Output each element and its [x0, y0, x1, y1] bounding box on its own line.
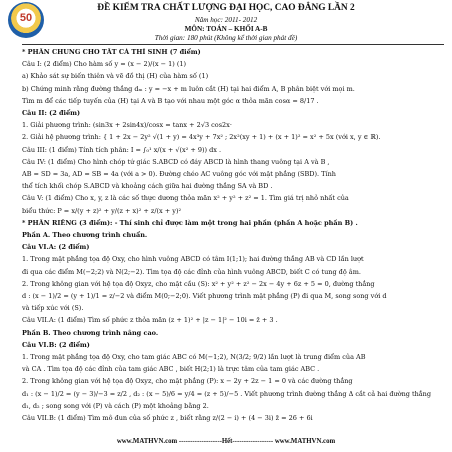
exam-line: d : (x − 1)/2 = (y + 1)/1 = z/−2 và điểm M(0;−2;0). Viết phương trình mặt phẳng (P) đi qua M, song song với d: [22, 292, 387, 300]
exam-line: 1. Trong mặt phẳng tọa độ Oxy, cho hình vuông ABCD có tâm I(1;1); hai đường thẳng AB và CD lần lượt: [22, 255, 364, 264]
exam-line: 2. Trong không gian với hệ tọa độ Oxyz, cho mặt phẳng (P): x − 2y + 2z − 1 = 0 và các đường thẳng: [22, 377, 353, 386]
header-divider: [22, 44, 444, 45]
exam-line: * PHẦN CHUNG CHO TẤT CẢ THÍ SINH (7 điểm): [22, 48, 201, 56]
exam-line: Câu I: (2 điểm) Cho hàm số y = (x − 2)/(x − 1) (1): [22, 60, 187, 69]
exam-line: và tiếp xúc với (S).: [22, 304, 84, 313]
school-year: Năm học: 2011- 2012: [194, 16, 258, 24]
exam-line: Câu VII.A: (1 điểm) Tìm số phức z thỏa mãn (z + 1)² + |z − 1|² − 10i = z̄ + 3 .: [22, 316, 278, 325]
exam-line: đi qua các điểm M(−2;2) và N(2;−2). Tìm tọa độ các đỉnh của hình vuông ABCD, biết C có tung độ âm.: [22, 267, 361, 276]
exam-line: d₁, d₂ ; song song với (P) và cách (P) một khoảng bằng 2.: [22, 401, 209, 410]
footer: www.MATHVN.com -------------------Hết------------------ www.MATHVN.com: [116, 438, 336, 445]
subject: MÔN: TOÁN – KHỐI A-B: [184, 25, 268, 33]
exam-line: 2. Trong không gian với hệ tọa độ Oxyz, cho mặt cầu (S): x² + y² + z² − 2x − 4y + 6z + 5 = 0, đường thẳng: [22, 279, 375, 288]
exam-line: 2. Giải hệ phương trình: { 1 + 2x − 2y² √(1 + y) = 4x³y + 7x² ; 2x²(xy + 1) + (x + 1)² = x² + 5x (với x, y ∈ ℝ).: [22, 133, 381, 142]
exam-line: thể tích khối chóp S.ABCD và khoảng cách giữa hai đường thẳng SA và BD .: [22, 182, 273, 191]
exam-title: ĐỀ KIỂM TRA CHẤT LƯỢNG ĐẠI HỌC, CAO ĐẲNG LẦN 2: [97, 3, 355, 13]
exam-line: Câu VII.B: (1 điểm) Tìm mô đun của số phức z , biết rằng z/(2 − i) + (4 − 3i) z̄ = 26 + 6i: [22, 414, 313, 422]
exam-line: biểu thức: P = x/(y + z)² + y/(z + x)² + z/(x + y)²: [22, 206, 182, 215]
exam-line: Phần A. Theo chương trình chuẩn.: [22, 231, 148, 239]
exam-line: AB = SD = 3a, AD = SB = 4a (với a > 0). Đường chéo AC vuông góc với mặt phẳng (SBD). Tính: [22, 170, 336, 178]
exam-line: 1. Giải phương trình: (sin3x + 2sin4x)/cosx = tanx + 2√3 cos2x·: [22, 121, 232, 130]
exam-line: 1. Trong mặt phẳng tọa độ Oxy, cho tam giác ABC có M(−1;2), N(3/2; 9/2) lần lượt là trung điểm của AB: [22, 353, 366, 361]
time-limit: Thời gian: 180 phút (Không kể thời gian phát đề): [154, 34, 298, 42]
exam-line: * PHẦN RIÊNG (3 điểm): - Thí sinh chỉ được làm một trong hai phần (phần A hoặc phần B) .: [22, 218, 358, 227]
exam-line: d₁ : (x − 1)/2 = (y − 3)/−3 = z/2 , d₂ : (x − 5)/6 = y/4 = (z + 5)/−5 . Viết phương trình đường thẳng Δ cắt cả hai đường thẳng: [22, 389, 432, 398]
exam-line: Phần B. Theo chương trình nâng cao.: [22, 328, 159, 337]
exam-line: Câu VI.B: (2 điểm): [22, 340, 90, 349]
exam-line: và CA . Tìm tọa độ các đỉnh của tam giác ABC , biết H(2;1) là trực tâm của tam giác ABC .: [22, 365, 320, 374]
exam-line: Câu IV: (1 điểm) Cho hình chóp tứ giác S.ABCD có đáy ABCD là hình thang vuông tại A và B ,: [22, 157, 330, 166]
exam-line: Tìm m để các tiếp tuyến của (H) tại A và B tạo với nhau một góc α thỏa mãn cosα = 8/17 .: [22, 96, 319, 105]
exam-line: b) Chứng minh rằng đường thẳng dₘ : y = −x + m luôn cắt (H) tại hai điểm A, B phân biệt với mọi m.: [22, 84, 355, 93]
exam-line: Câu III: (1 điểm) Tính tích phân: I = ∫₀¹ x/(x + √(x² + 9)) dx .: [22, 145, 222, 154]
exam-line: Câu VI.A: (2 điểm): [22, 243, 90, 252]
exam-line: Câu V: (1 điểm) Cho x, y, z là các số thực dương thỏa mãn x² + y² + z² = 1. Tìm giá trị nhỏ nhất của: [22, 194, 349, 203]
logo-text: 50: [19, 12, 33, 24]
exam-line: a) Khảo sát sự biến thiên và vẽ đồ thị (H) của hàm số (1): [22, 72, 209, 81]
exam-line: Câu II: (2 điểm): [22, 109, 81, 117]
